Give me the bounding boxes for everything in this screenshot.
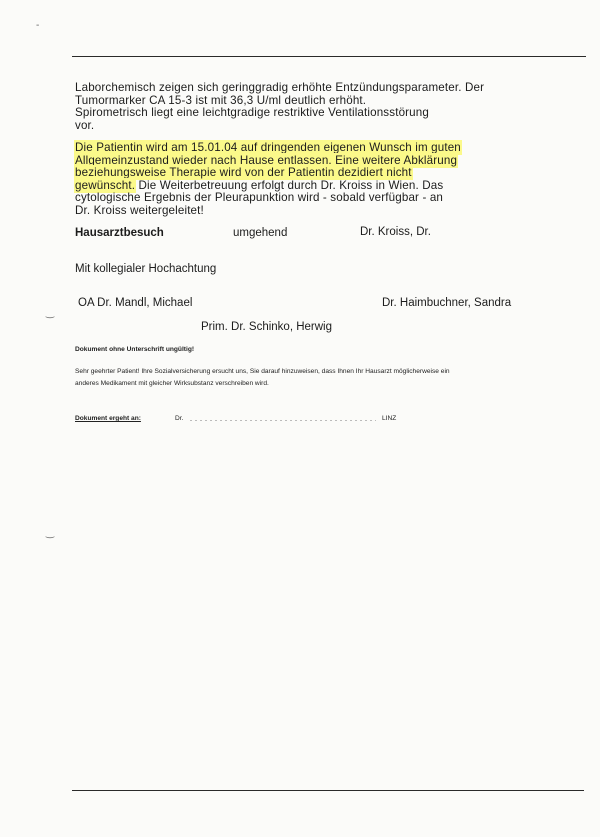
home-visit-doctor: Dr. Kroiss, Dr. bbox=[360, 226, 431, 238]
address-redaction bbox=[190, 420, 376, 421]
distribution-recipient: Dr. bbox=[175, 415, 184, 422]
top-divider bbox=[72, 56, 586, 57]
margin-mark: ‿ bbox=[46, 528, 55, 539]
signature-right: Dr. Haimbuchner, Sandra bbox=[382, 297, 512, 309]
discharge-text: Dr. Kroiss weitergeleitet! bbox=[75, 203, 204, 217]
signature-center: Prim. Dr. Schinko, Herwig bbox=[201, 321, 333, 333]
discharge-paragraph bbox=[75, 142, 525, 218]
lab-line: Spirometrisch liegt eine leichtgradige restriktive Ventilationsstörung bbox=[75, 106, 429, 120]
highlighted-text: gewünscht. bbox=[75, 178, 136, 192]
margin-mark: ‿ bbox=[46, 308, 55, 319]
distribution-label: Dokument ergeht an: bbox=[75, 415, 141, 422]
highlighted-text: beziehungsweise Therapie wird von der Patientin dezidiert nicht bbox=[75, 166, 412, 180]
distribution-city: LINZ bbox=[382, 415, 397, 422]
header-mark: - bbox=[36, 20, 40, 31]
lab-line: Tumormarker CA 15-3 ist mit 36,3 U/ml deutlich erhöht. bbox=[75, 93, 367, 107]
signature-left: OA Dr. Mandl, Michael bbox=[78, 297, 193, 309]
insurance-notice-line: Sehr geehrter Patient! Ihre Sozialversicherung ersucht uns, Sie darauf hinzuweisen, dass Ihnen Ihr Hausarzt möglicherweise ein bbox=[75, 368, 450, 375]
discharge-text: Die Weiterbetreuung erfolgt durch Dr. Kroiss in Wien. Das bbox=[135, 178, 444, 192]
lab-findings-paragraph bbox=[75, 82, 525, 132]
highlighted-text: Die Patientin wird am 15.01.04 auf dringenden eigenen Wunsch im guten bbox=[75, 141, 461, 154]
insurance-notice-line: anderes Medikament mit gleicher Wirksubstanz verschreiben wird. bbox=[75, 380, 269, 387]
home-visit-label: Hausarztbesuch bbox=[75, 227, 164, 239]
discharge-text: cytologische Ergebnis der Pleurapunktion wird - sobald verfügbar - an bbox=[75, 191, 444, 205]
home-visit-timing: umgehend bbox=[233, 227, 288, 239]
lab-line: vor. bbox=[75, 118, 95, 132]
lab-line: Laborchemisch zeigen sich geringgradig erhöhte Entzündungsparameter. Der bbox=[75, 81, 485, 94]
greeting: Mit kollegialer Hochachtung bbox=[75, 263, 217, 275]
unsigned-notice: Dokument ohne Unterschrift ungültig! bbox=[75, 346, 195, 353]
bottom-divider bbox=[72, 790, 584, 791]
highlighted-text: Allgemeinzustand wieder nach Hause entlassen. Eine weitere Abklärung bbox=[75, 153, 458, 167]
